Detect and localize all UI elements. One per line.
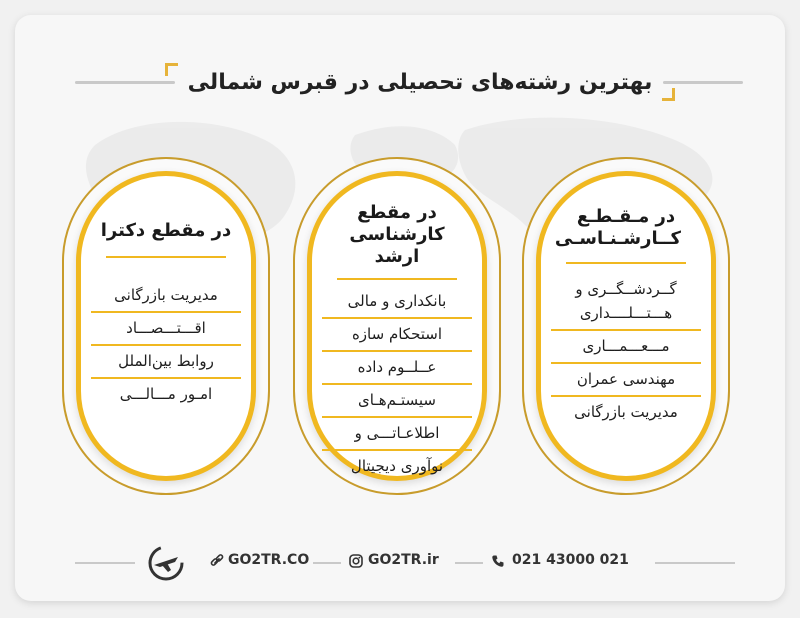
list-item: مهندسی عمران — [551, 364, 701, 397]
list-item: نوآوری دیجیتال — [350, 457, 444, 475]
list-item: مـــعـــمـــاری — [551, 331, 701, 364]
list-item: امـور مـــالـــی — [119, 385, 213, 403]
heading-divider — [566, 262, 686, 264]
list-item: استحکام سازه — [322, 319, 472, 352]
heading-divider — [106, 256, 226, 258]
list-item: اقـــتـــصـــاد — [91, 313, 241, 346]
phd-list — [91, 280, 241, 410]
instagram-icon — [349, 554, 363, 568]
phd-pill — [76, 171, 256, 481]
title-frame — [165, 63, 675, 101]
plane-logo-icon — [148, 545, 184, 581]
footer-divider — [313, 562, 341, 564]
title-corner-accent — [662, 88, 675, 101]
list-item: بانکداری و مالی — [322, 286, 472, 319]
list-item: مدیریت بازرگانی — [574, 403, 678, 421]
link-icon — [210, 554, 224, 568]
masters-heading: در مقطع کارشناسی ارشد — [349, 202, 445, 267]
masters-column — [293, 157, 501, 495]
bachelors-column — [522, 157, 730, 495]
infographic-card — [15, 15, 785, 601]
website-link[interactable]: GO2TR.CO — [228, 552, 310, 568]
list-item: گــردشــگــری و — [575, 280, 677, 298]
masters-pill — [307, 171, 487, 481]
footer-divider — [455, 562, 483, 564]
list-item: عــلــوم داده — [322, 352, 472, 385]
footer — [15, 543, 785, 583]
title-corner-accent — [165, 63, 178, 76]
heading-divider — [337, 278, 457, 280]
list-item: هـــتـــلــــداری — [551, 301, 701, 331]
list-item: سیستـم‌هـای — [322, 385, 472, 418]
list-item: روابط بین‌الملل — [91, 346, 241, 379]
bachelors-pill — [536, 171, 716, 481]
masters-list — [322, 286, 472, 482]
footer-divider — [655, 562, 735, 564]
list-item: مدیریت بازرگانی — [91, 280, 241, 313]
instagram-handle[interactable]: GO2TR.ir — [368, 552, 439, 568]
phone-number[interactable]: 021 43000 021 — [512, 552, 629, 568]
title-divider-left — [75, 81, 175, 84]
bachelors-list — [551, 274, 701, 428]
title-row — [15, 63, 785, 103]
phd-heading: در مقطع دکترا — [100, 220, 232, 241]
page-title: بهترین رشته‌های تحصیلی در قبرس شمالی — [187, 69, 653, 95]
title-divider-right — [663, 81, 743, 84]
list-item: اطلاعـاتـــی و — [322, 418, 472, 451]
phone-icon — [491, 554, 505, 568]
bachelors-heading: در مـقـطـع کــارشـنـاسـی — [554, 206, 681, 249]
phd-column — [62, 157, 270, 495]
footer-divider — [75, 562, 135, 564]
